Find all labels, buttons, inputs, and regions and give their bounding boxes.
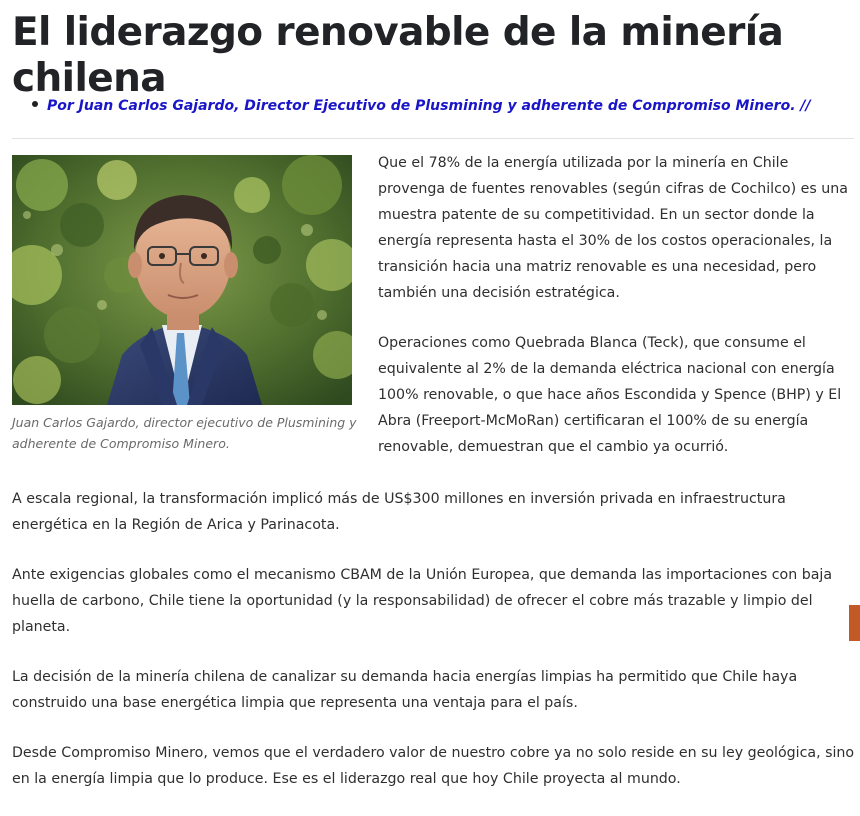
paragraph-2: Operaciones como Quebrada Blanca (Teck), que consume el equivalente al 2% de la demanda eléctrica nacional con energía 100% renovable, o que hace años Escondida y Spence (BHP) y El Abra (Freeport-McMoRan) certificaran el 100% de su energía renovable, demuestran que el cambio ya ocurrió. — [378, 335, 842, 455]
body-column — [12, 486, 860, 816]
author-photo-figure — [12, 155, 357, 454]
photo-caption: Juan Carlos Gajardo, director ejecutivo de Plusmining y adherente de Compromiso Minero. — [12, 415, 357, 451]
byline-text: Por Juan Carlos Gajardo, Director Ejecutivo de Plusmining y adherente de Compromiso Minero. // — [47, 98, 811, 114]
article — [12, 0, 855, 787]
paragraph-4: Ante exigencias globales como el mecanismo CBAM de la Unión Europea, que demanda las importaciones con baja huella de carbono, Chile tiene la oportunidad (y la responsabilidad) de ofrecer el cobre más trazable y limpio del planeta. — [12, 567, 833, 635]
intro-column — [378, 150, 848, 484]
divider — [12, 138, 854, 139]
side-feedback-tab[interactable] — [849, 605, 860, 641]
paragraph-6: Desde Compromiso Minero, vemos que el verdadero valor de nuestro cobre ya no solo reside en su ley geológica, sino en la energía limpia que lo produce. Ese es el liderazgo real que hoy Chile proyecta al mundo. — [12, 745, 855, 787]
paragraph-5: La decisión de la minería chilena de canalizar su demanda hacia energías limpias ha permitido que Chile haya construido una base energética limpia que representa una ventaja para el país. — [12, 669, 798, 711]
byline-list — [32, 96, 811, 116]
bullet-icon — [32, 101, 38, 107]
author-photo — [12, 155, 352, 405]
byline-item — [32, 96, 811, 116]
paragraph-3: A escala regional, la transformación implicó más de US$300 millones en inversión privada en infraestructura energética en la Región de Arica y Parinacota. — [12, 491, 786, 533]
paragraph-1: Que el 78% de la energía utilizada por la minería en Chile provenga de fuentes renovables (según cifras de Cochilco) es una muestra patente de su competitividad. En un sector donde la energía representa hasta el 30% de los costos operacionales, la transición hacia una matriz renovable es una necesidad, pero también una decisión estratégica. — [378, 155, 848, 301]
article-title: El liderazgo renovable de la minería chilena — [12, 10, 784, 101]
